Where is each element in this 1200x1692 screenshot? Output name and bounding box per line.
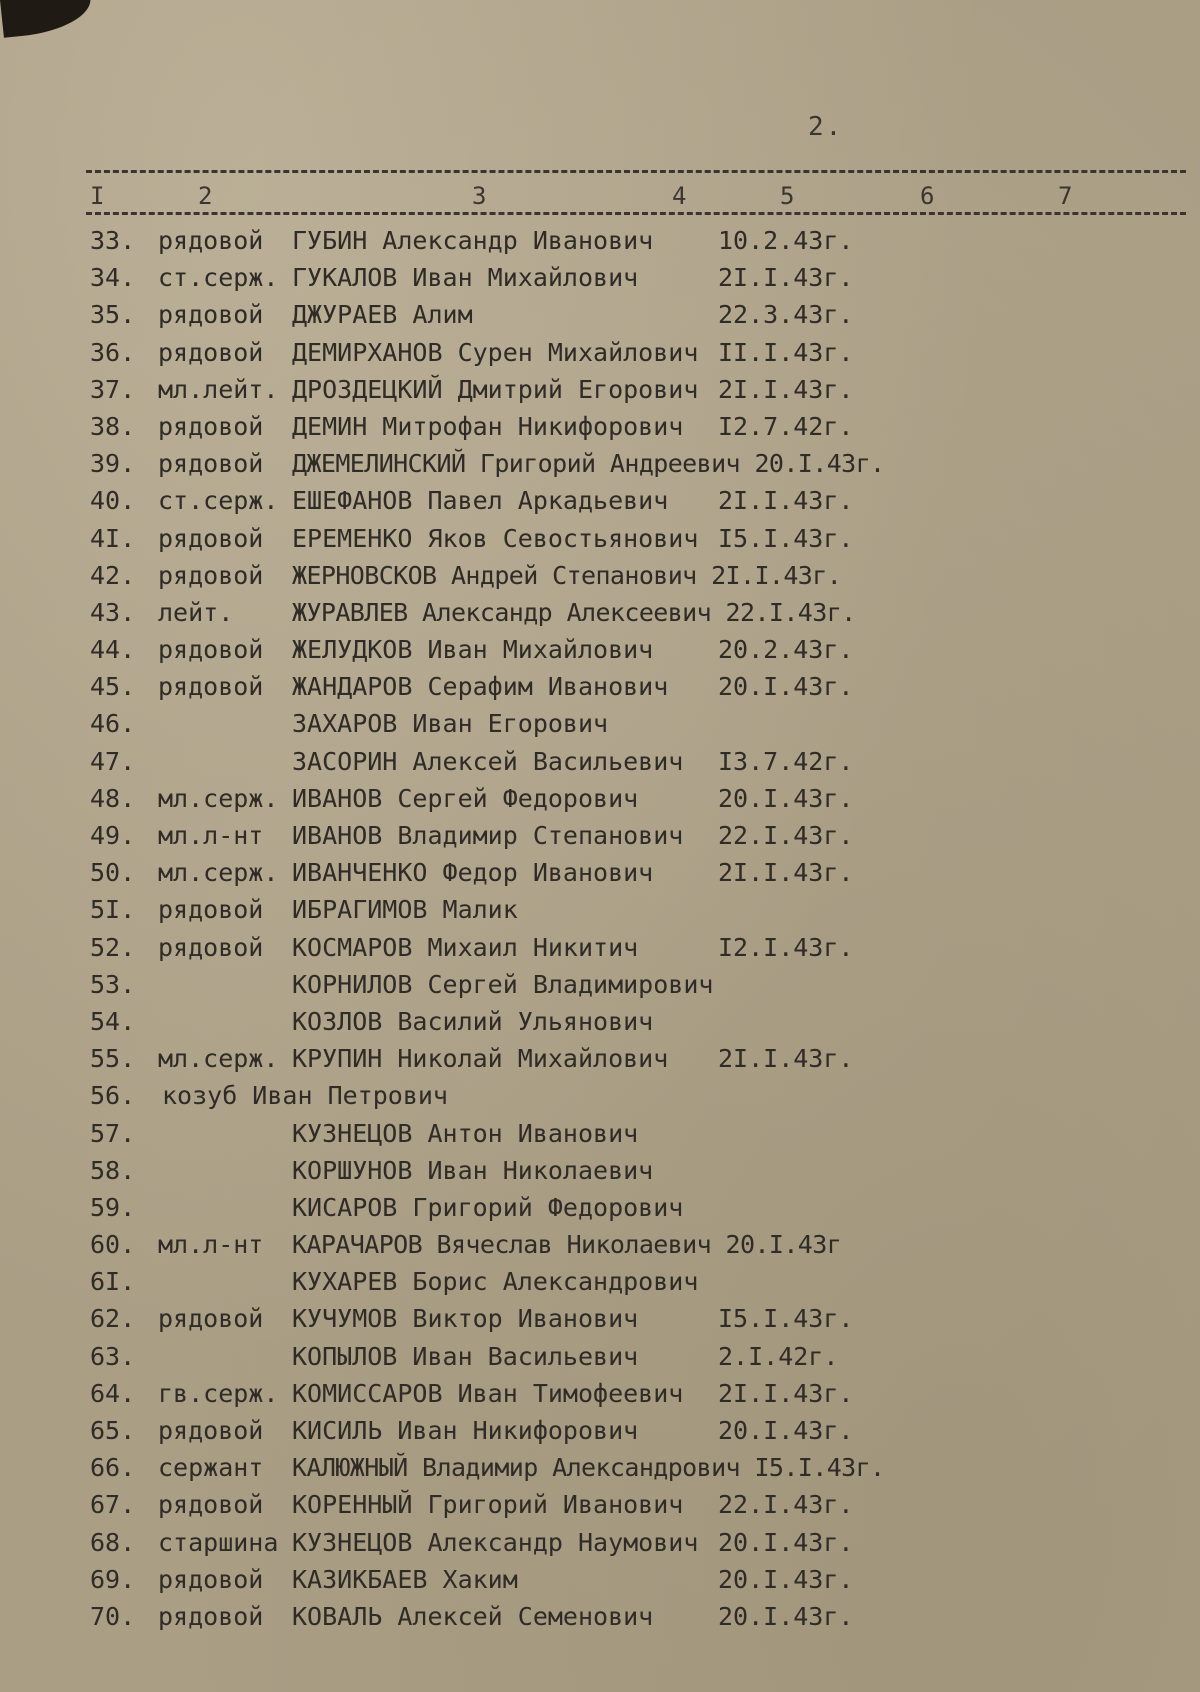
roster-row: [0, 891, 1200, 928]
row-date: 22.I.43г.: [718, 821, 854, 850]
row-date: 2I.I.43г.: [718, 858, 854, 888]
row-name: ЗАСОРИН Алексей Васильевич: [292, 746, 684, 776]
row-name: КИСИЛЬ Иван Никифорович: [292, 1416, 639, 1445]
row-date: 22.I.43г.: [718, 1490, 854, 1520]
row-rank: мл.серж.: [158, 1044, 279, 1074]
row-rank: рядовой: [158, 560, 264, 590]
row-date: I2.7.42г.: [718, 411, 854, 441]
row-name: ИВАНОВ Сергей Федорович: [292, 783, 639, 813]
row-number: 62.: [90, 1304, 136, 1334]
roster-row: [0, 929, 1200, 966]
row-name: козуб Иван Петрович: [162, 1081, 448, 1111]
roster-row: [0, 854, 1200, 891]
row-number: 6I.: [90, 1267, 136, 1297]
row-date: 20.I.43г.: [718, 1564, 854, 1594]
row-rank: мл.л-нт: [158, 1230, 264, 1260]
row-number: 56.: [90, 1081, 136, 1111]
roster-list: [0, 222, 1200, 1635]
row-number: 63.: [90, 1341, 136, 1371]
row-date: 2I.I.43г.: [718, 486, 854, 516]
row-rank: рядовой: [158, 932, 264, 962]
row-date: I3.7.42г.: [718, 746, 854, 776]
roster-row: [0, 966, 1200, 1003]
column-number-3: 3: [472, 182, 487, 210]
row-name: КОМИССАРОВ Иван Тимофеевич: [292, 1378, 684, 1408]
roster-row: [0, 1338, 1200, 1375]
roster-row: [0, 1152, 1200, 1189]
row-rank: рядовой: [158, 226, 264, 255]
roster-row: [0, 1449, 1200, 1486]
row-date: 20.I.43г.: [718, 1601, 854, 1631]
roster-row: [0, 1561, 1200, 1598]
row-rank: рядовой: [158, 300, 264, 330]
row-rank: рядовой: [158, 895, 264, 925]
row-rank: рядовой: [158, 411, 264, 441]
row-number: 58.: [90, 1155, 136, 1185]
row-number: 55.: [90, 1044, 136, 1074]
row-number: 60.: [90, 1230, 136, 1260]
row-number: 47.: [90, 746, 136, 776]
column-number-2: 2: [198, 182, 213, 210]
row-number: 66.: [90, 1453, 136, 1483]
row-name: КОВАЛЬ Алексей Семенович: [292, 1601, 654, 1631]
row-number: 65.: [90, 1416, 136, 1445]
row-rank: рядовой: [158, 449, 264, 479]
row-number: 48.: [90, 783, 136, 813]
roster-row: [0, 705, 1200, 742]
column-number-5: 5: [780, 182, 795, 210]
row-number: 54.: [90, 1006, 136, 1036]
roster-row: [0, 1189, 1200, 1226]
row-name: КУЧУМОВ Виктор Иванович: [292, 1304, 639, 1334]
row-name: ИБРАГИМОВ Малик: [292, 895, 518, 925]
row-name: КОРШУНОВ Иван Николаевич: [292, 1155, 654, 1185]
roster-row: [0, 1115, 1200, 1152]
row-name: КРУПИН Николай Михайлович: [292, 1044, 669, 1074]
row-number: 70.: [90, 1601, 136, 1631]
roster-row: [0, 594, 1200, 631]
column-number-7: 7: [1058, 182, 1073, 210]
row-number: 53.: [90, 969, 136, 999]
row-number: 34.: [90, 263, 136, 293]
row-number: 36.: [90, 337, 136, 367]
roster-row: [0, 520, 1200, 557]
row-number: 45.: [90, 672, 136, 702]
row-rank: сержант: [158, 1453, 264, 1483]
row-rank: мл.серж.: [158, 783, 279, 813]
row-date: II.I.43г.: [718, 337, 854, 367]
roster-row: [0, 668, 1200, 705]
row-name: ЗАХАРОВ Иван Егорович: [292, 709, 609, 739]
roster-row: [0, 1375, 1200, 1412]
roster-row: [0, 1077, 1200, 1114]
row-name: КОСМАРОВ Михаил Никитич: [292, 932, 639, 962]
row-number: 50.: [90, 858, 136, 888]
row-name: ДЖУРАЕВ Алим: [292, 300, 473, 330]
row-name: ЕРЕМЕНКО Яков Севостьянович: [292, 523, 699, 553]
row-rank: рядовой: [158, 1564, 264, 1594]
row-date: I2.I.43г.: [718, 932, 854, 962]
roster-row: [0, 1226, 1200, 1263]
roster-row: [0, 408, 1200, 445]
row-rank: рядовой: [158, 635, 264, 665]
row-date: 2I.I.43г.: [718, 263, 854, 293]
row-number: 68.: [90, 1527, 136, 1557]
row-rank: ст.серж.: [158, 486, 279, 516]
row-rank: ст.серж.: [158, 263, 279, 293]
row-name: КАРАЧАРОВ Вячеслав Николаевич 20.I.43г: [292, 1230, 842, 1260]
column-number-4: 4: [672, 182, 687, 210]
row-rank: рядовой: [158, 337, 264, 367]
roster-row: [0, 1040, 1200, 1077]
roster-row: [0, 1263, 1200, 1300]
row-name: КУЗНЕЦОВ Антон Иванович: [292, 1118, 639, 1148]
roster-row: [0, 1486, 1200, 1523]
roster-row: [0, 631, 1200, 668]
row-name: ЕШЕФАНОВ Павел Аркадьевич: [292, 486, 669, 516]
row-name: КОЗЛОВ Василий Ульянович: [292, 1006, 654, 1036]
row-date: 2I.I.43г.: [718, 1378, 854, 1408]
row-rank: рядовой: [158, 1490, 264, 1520]
row-number: 38.: [90, 411, 136, 441]
roster-row: [0, 482, 1200, 519]
row-name: ЖАНДАРОВ Серафим Иванович: [292, 672, 669, 702]
row-name: КИСАРОВ Григорий Федорович: [292, 1192, 684, 1222]
row-date: 20.I.43г.: [718, 672, 854, 702]
roster-row: [0, 817, 1200, 854]
row-rank: рядовой: [158, 1304, 264, 1334]
row-name: КОРЕННЫЙ Григорий Иванович: [292, 1490, 684, 1520]
row-number: 39.: [90, 449, 136, 479]
roster-row: [0, 296, 1200, 333]
row-number: 64.: [90, 1378, 136, 1408]
row-rank: старшина: [158, 1527, 279, 1557]
row-date: 20.2.43г.: [718, 635, 854, 665]
roster-row: [0, 222, 1200, 259]
row-name: ИВАНЧЕНКО Федор Иванович: [292, 858, 654, 888]
roster-row: [0, 371, 1200, 408]
row-date: 20.I.43г.: [718, 783, 854, 813]
row-number: 33.: [90, 226, 136, 255]
row-number: 42.: [90, 560, 136, 590]
header-dashed-line-bottom: [86, 212, 1186, 215]
row-name: ДЕМИРХАНОВ Сурен Михайлович: [292, 337, 699, 367]
roster-row: [0, 1003, 1200, 1040]
roster-row: [0, 1412, 1200, 1449]
row-number: 57.: [90, 1118, 136, 1148]
roster-row: [0, 743, 1200, 780]
row-date: 2I.I.43г.: [718, 374, 854, 404]
row-date: I5.I.43г.: [718, 523, 854, 553]
row-name: ЖЕЛУДКОВ Иван Михайлович: [292, 635, 654, 665]
corner-ink-mark: [0, 0, 93, 38]
row-number: 43.: [90, 597, 136, 627]
row-date: 10.2.43г.: [718, 226, 854, 255]
row-number: 52.: [90, 932, 136, 962]
row-date: I5.I.43г.: [718, 1304, 854, 1334]
row-date: 20.I.43г.: [718, 1416, 854, 1445]
row-date: 2.I.42г.: [718, 1341, 839, 1371]
roster-row: [0, 334, 1200, 371]
row-name: ЖЕРНОВСКОВ Андрей Степанович 2I.I.43г.: [292, 560, 842, 590]
roster-row: [0, 557, 1200, 594]
row-number: 40.: [90, 486, 136, 516]
row-name: ИВАНОВ Владимир Степанович: [292, 821, 684, 850]
row-name: ГУКАЛОВ Иван Михайлович: [292, 263, 639, 293]
roster-row: [0, 1524, 1200, 1561]
row-number: 37.: [90, 374, 136, 404]
row-date: 2I.I.43г.: [718, 1044, 854, 1074]
page-number: 2.: [808, 112, 844, 142]
row-number: 49.: [90, 821, 136, 850]
row-name: КОРНИЛОВ Сергей Владимирович: [292, 969, 714, 999]
row-name: ДЖЕМЕЛИНСКИЙ Григорий Андреевич 20.I.43г.: [292, 449, 885, 479]
row-rank: лейт.: [158, 597, 234, 627]
row-rank: гв.серж.: [158, 1378, 279, 1408]
header-dashed-line-top: [86, 170, 1186, 173]
roster-row: [0, 259, 1200, 296]
roster-row: [0, 780, 1200, 817]
row-name: КОПЫЛОВ Иван Васильевич: [292, 1341, 639, 1371]
row-name: КАЛЮЖНЫЙ Владимир Александрович I5.I.43г.: [292, 1453, 885, 1483]
roster-row: [0, 1598, 1200, 1635]
row-name: КУХАРЕВ Борис Александрович: [292, 1267, 699, 1297]
row-number: 5I.: [90, 895, 136, 925]
row-rank: мл.лейт.: [158, 374, 279, 404]
row-rank: рядовой: [158, 1416, 264, 1445]
row-date: 20.I.43г.: [718, 1527, 854, 1557]
row-number: 46.: [90, 709, 136, 739]
row-rank: рядовой: [158, 1601, 264, 1631]
row-date: 22.3.43г.: [718, 300, 854, 330]
row-number: 35.: [90, 300, 136, 330]
row-rank: мл.л-нт: [158, 821, 264, 850]
row-number: 67.: [90, 1490, 136, 1520]
row-number: 59.: [90, 1192, 136, 1222]
roster-row: [0, 445, 1200, 482]
row-rank: рядовой: [158, 672, 264, 702]
row-name: КАЗИКБАЕВ Хаким: [292, 1564, 518, 1594]
column-number-1: I: [90, 182, 105, 210]
row-name: ГУБИН Александр Иванович: [292, 226, 654, 255]
row-name: ДЕМИН Митрофан Никифорович: [292, 411, 684, 441]
row-name: ДРОЗДЕЦКИЙ Дмитрий Егорович: [292, 374, 699, 404]
row-name: ЖУРАВЛЕВ Александр Алексеевич 22.I.43г.: [292, 597, 856, 627]
row-number: 44.: [90, 635, 136, 665]
row-number: 69.: [90, 1564, 136, 1594]
row-number: 4I.: [90, 523, 136, 553]
roster-row: [0, 1300, 1200, 1337]
row-rank: мл.серж.: [158, 858, 279, 888]
row-name: КУЗНЕЦОВ Александр Наумович: [292, 1527, 699, 1557]
column-number-6: 6: [920, 182, 935, 210]
row-rank: рядовой: [158, 523, 264, 553]
